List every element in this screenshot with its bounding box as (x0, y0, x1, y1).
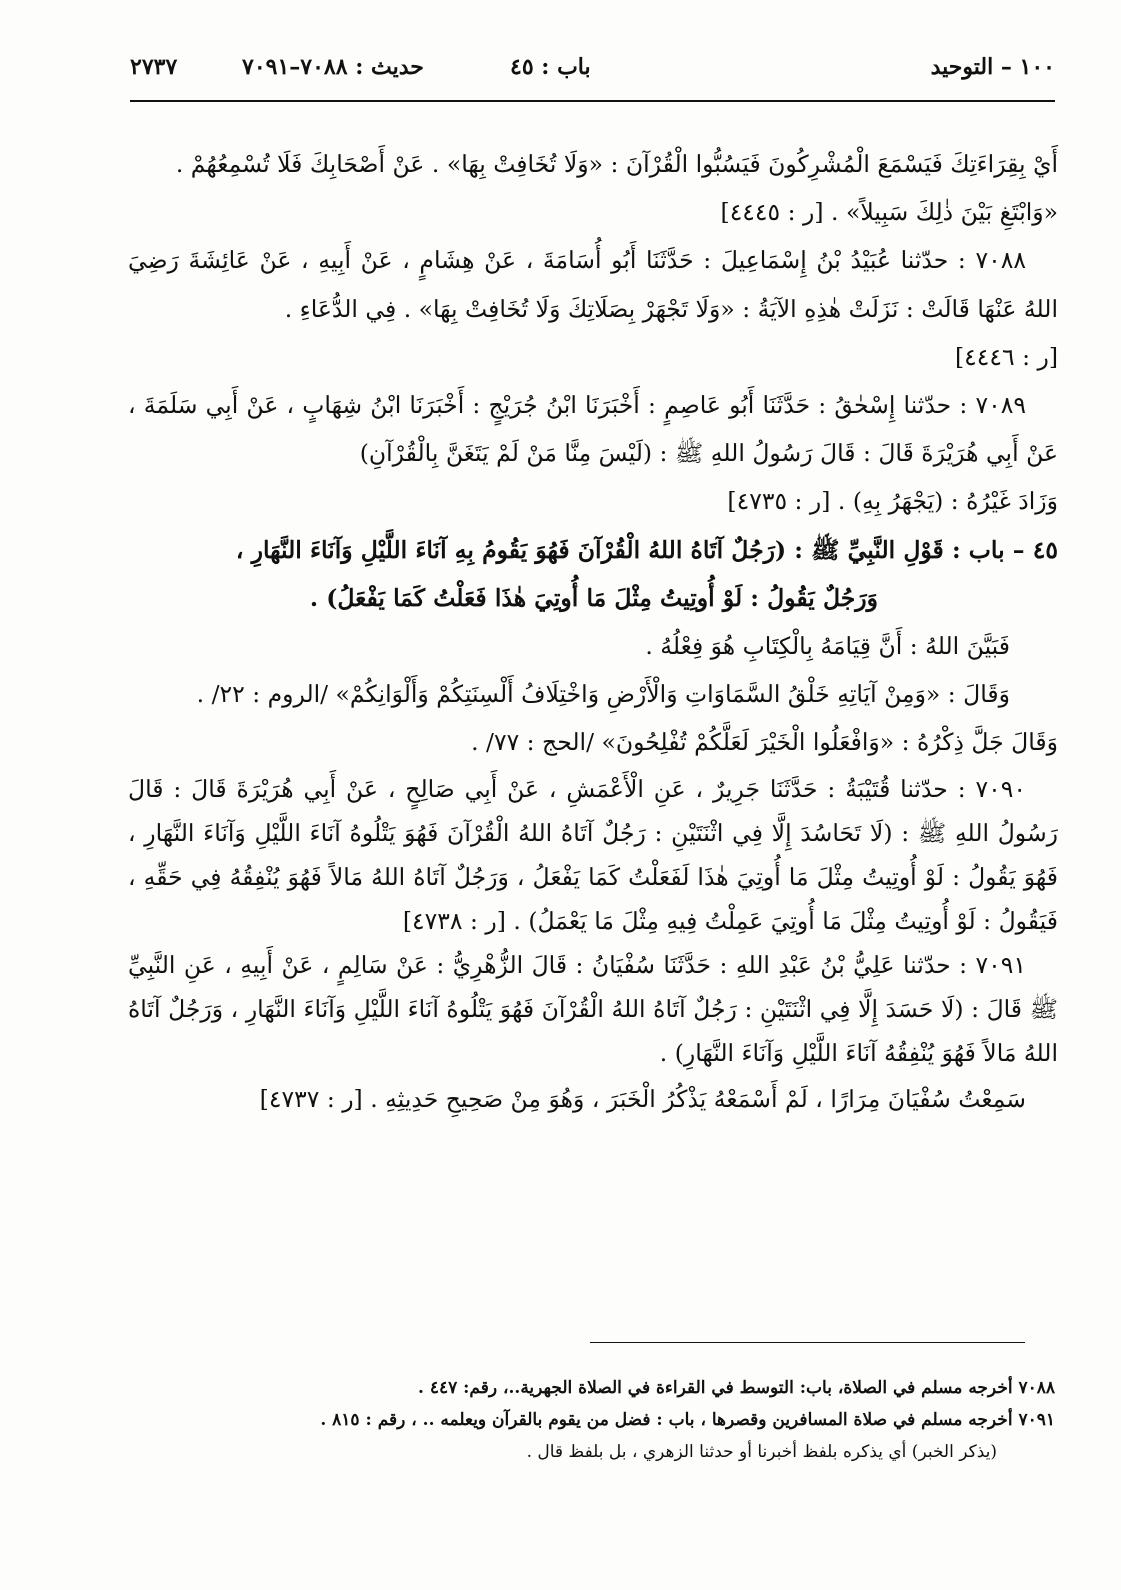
header-hadith-range: حديث : ٧٠٨٨–٧٠٩١ (242, 54, 424, 80)
footnote-7088: ٧٠٨٨ أخرجه مسلم في الصلاة، باب: التوسط في القراءة في الصلاة الجهرية..، رقم: ٤٤٧ . (417, 1378, 1055, 1398)
hadith-7090: ٧٠٩٠ : حدّثنا قُتَيْبَةُ : حَدَّثَنَا جَرِيرٌ ، عَنِ الْأَعْمَشِ ، عَنْ أَبِي صَالِحٍ ، عَنْ أَبِي هُرَيْرَةَ قَالَ : قَالَ رَسُولُ اللهِ ﷺ : (لَا تَحَاسُدَ إِلَّا فِي اثْنَتَيْنِ : رَجُلٌ آتَاهُ اللهُ الْقُرْآنَ فَهُوَ يَتْلُوهُ آنَاءَ اللَّيْلِ وَآنَاءَ النَّهَارِ ، فَهُوَ يَقُولُ : لَوْ أُوتِيتُ مِثْلَ مَا أُوتِيَ هٰذَا لَفَعَلْتُ كَمَا يَفْعَلُ ، وَرَجُلٌ آتَاهُ اللهُ مَالاً فَهُوَ يُنْفِقُهُ فِي حَقِّهِ ، فَيَقُولُ : لَوْ أُوتِيتُ مِثْلَ مَا أُوتِيَ عَمِلْتُ فِيهِ مِثْلَ مَا يَعْمَلُ) . [ر : ٤٧٣٨] (128, 774, 1058, 935)
quran-citation: وَقَالَ : «وَمِنْ آيَاتِهِ خَلْقُ السَّمَاوَاتِ وَالْأَرْضِ وَاخْتِلَافُ أَلْسِنَتِكُمْ وَأَلْوَانِكُمْ» /الروم : ٢٢/ . (196, 680, 1010, 709)
text-line: أَيْ بِقِرَاءَتِكَ فَيَسْمَعَ الْمُشْرِكُونَ فَيَسُبُّوا الْقُرْآنَ : «وَلَا تُخَافِتْ بِهَا» . عَنْ أَصْحَابِكَ فَلَا تُسْمِعُهُمْ . (175, 150, 1058, 178)
footnote-explanation: (يذكر الخبر) أي يذكره بلفظ أخبرنا أو حدثنا الزهري ، بل بلفظ قال . (526, 1442, 997, 1462)
hadith-7089: ٧٠٨٩ : حدّثنا إِسْحٰقُ : حَدَّثَنَا أَبُو عَاصِمٍ : أَخْبَرَنَا ابْنُ جُرَيْجٍ : أَخْبَرَنَا ابْنُ شِهَابٍ ، عَنْ أَبِي سَلَمَةَ ، عَنْ أَبِي هُرَيْرَةَ قَالَ : قَالَ رَسُولُ اللهِ ﷺ : (لَيْسَ مِنَّا مَنْ لَمْ يَتَغَنَّ بِالْقُرْآنِ) (128, 391, 1058, 468)
hadith-7089-addition: وَزَادَ غَيْرُهُ : (يَجْهَرُ بِهِ) . [ر : ٤٧٣٥] (727, 487, 1058, 516)
main-text (128, 140, 1058, 1123)
header-bab: باب : ٤٥ (510, 54, 591, 80)
commentary-line: فَبَيَّنَ اللهُ : أَنَّ قِيَامَهُ بِالْكِتَابِ هُوَ فِعْلُهُ . (645, 632, 1010, 661)
header-book-title: ١٠٠ – التوحيد (930, 54, 1055, 80)
footnote-7091: ٧٠٩١ أخرجه مسلم في صلاة المسافرين وقصرها ، باب : فضل من يقوم بالقرآن ويعلمه .. ، رقم : ٨١٥ . (320, 1410, 1055, 1430)
footnotes (150, 1372, 1055, 1468)
hadith-7091: ٧٠٩١ : حدّثنا عَلِيُّ بْنُ عَبْدِ اللهِ : حَدَّثَنَا سُفْيَانُ : قَالَ الزُّهْرِيُّ : عَنْ سَالِمٍ ، عَنْ أَبِيهِ ، عَنِ النَّبِيِّ ﷺ قَالَ : (لَا حَسَدَ إِلَّا فِي اثْنَتَيْنِ : رَجُلٌ آتَاهُ اللهُ الْقُرْآنَ فَهُوَ يَتْلُوهُ آنَاءَ اللَّيْلِ وَآنَاءَ النَّهَارِ ، وَرَجُلٌ آتَاهُ اللهُ مَالاً فَهُوَ يُنْفِقُهُ آنَاءَ اللَّيْلِ وَآنَاءَ النَّهَارِ) . (128, 950, 1058, 1067)
header-divider (130, 100, 1055, 102)
hadith-7088: ٧٠٨٨ : حدّثنا عُبَيْدُ بْنُ إِسْمَاعِيلَ : حَدَّثَنَا أَبُو أُسَامَةَ ، عَنْ هِشَامٍ ، عَنْ أَبِيهِ ، عَنْ عَائِشَةَ رَضِيَ اللهُ عَنْهَا قَالَتْ : نَزَلَتْ هٰذِهِ الآيَةُ : «وَلَا تَجْهَرْ بِصَلَاتِكَ وَلَا تُخَافِتْ بِهَا» . فِي الدُّعَاءِ . (128, 246, 1058, 323)
footnote-divider (590, 1342, 1025, 1343)
header-page-number: ٢٧٣٧ (130, 54, 178, 80)
text-line: «وَابْتَغِ بَيْنَ ذٰلِكَ سَبِيلاً» . [ر : ٤٤٤٥] (720, 198, 1058, 227)
running-header (130, 48, 1055, 88)
hadith-7088-reference: [ر : ٤٤٤٦] (954, 342, 1058, 371)
chapter-heading-continued: وَرَجُلٌ يَقُولُ : لَوْ أُوتِيتُ مِثْلَ مَا أُوتِيَ هٰذَا فَعَلْتُ كَمَا يَفْعَلُ) . (309, 583, 878, 612)
hadith-7091-note: سَمِعْتُ سُفْيَانَ مِرَارًا ، لَمْ أَسْمَعْهُ يَذْكُرُ الْخَبَرَ ، وَهُوَ مِنْ صَحِيحِ حَدِيثِهِ . [ر : ٤٧٣٧] (259, 1084, 1026, 1113)
quran-citation: وَقَالَ جَلَّ ذِكْرُهُ : «وَافْعَلُوا الْخَيْرَ لَعَلَّكُمْ تُفْلِحُونَ» /الحج : ٧٧/ . (471, 728, 1058, 757)
chapter-heading: ٤٥ – باب : قَوْلِ النَّبِيِّ ﷺ : (رَجُلٌ آتَاهُ اللهُ الْقُرْآنَ فَهُوَ يَقُومُ بِهِ آنَاءَ اللَّيْلِ وَآنَاءَ النَّهَارِ ، (235, 535, 1058, 564)
